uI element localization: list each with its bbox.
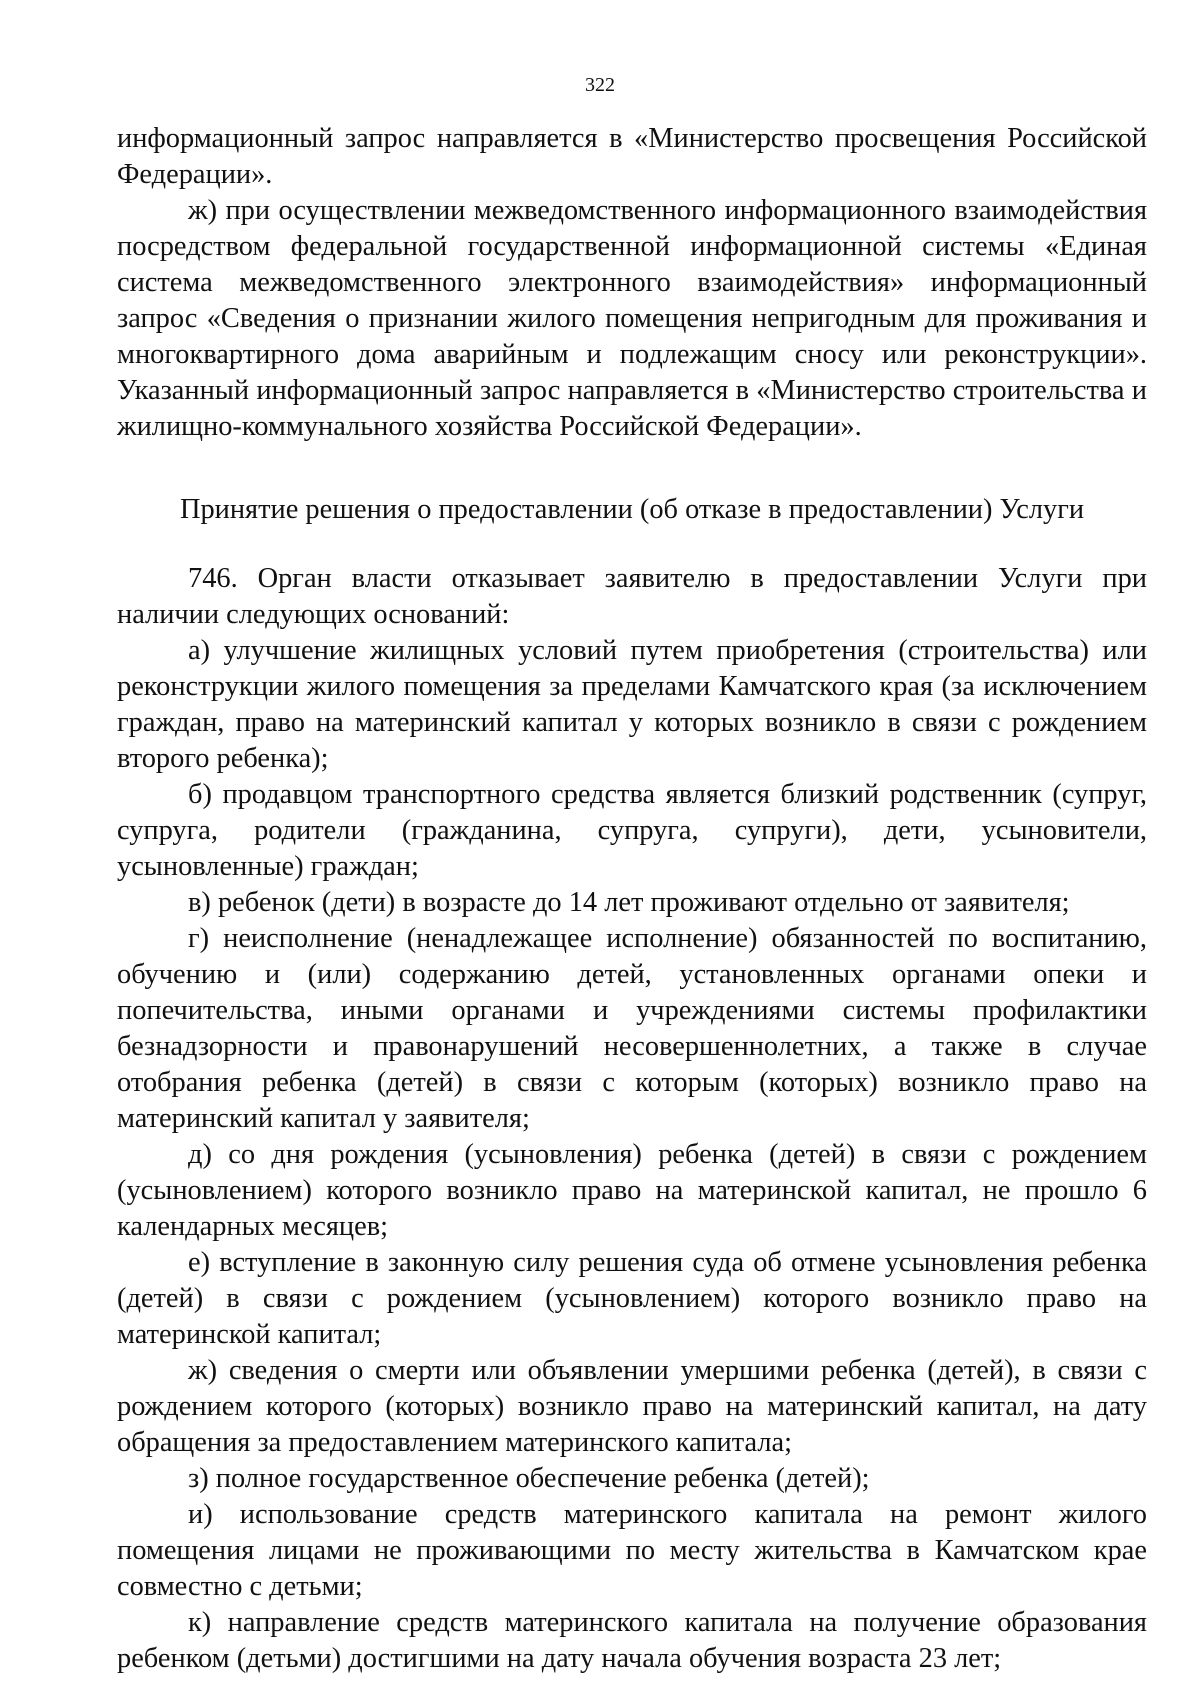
list-item-d: д) со дня рождения (усыновления) ребенка (детей) в связи с рождением (усыновлением) которого возникло право на материнской капитал, не прошло 6 календарных месяцев;	[117, 1139, 1147, 1242]
list-item-v: в) ребенок (дети) в возрасте до 14 лет проживают отдельно от заявителя;	[188, 887, 1070, 918]
list-item-k: к) направление средств материнского капитала на получение образования ребенком (детьми) достигшими на дату начала обучения возраста 23 лет;	[117, 1607, 1147, 1674]
paragraph-item-zh: ж) при осуществлении межведомственного информационного взаимодействия посредством федеральной государственной информационной системы «Единая система межведомственного электронного взаимодействия» информационный запрос «Сведения о признании жилого помещения непригодным для проживания и многоквартирного дома аварийным и подлежащим сносу или реконструкции». Указанный информационный запрос направляется в «Министерство строительства и жилищно-коммунального хозяйства Российской Федерации».	[117, 195, 1147, 442]
page-number: 322	[585, 74, 615, 96]
list-item-g: г) неисполнение (ненадлежащее исполнение) обязанностей по воспитанию, обучению и (или) содержанию детей, установленных органами опеки и попечительства, иными органами и учреждениями системы профилактики безнадзорности и правонарушений несовершеннолетних, а также в случае отобрания ребенка (детей) в связи с которым (которых) возникло право на материнский капитал у заявителя;	[117, 923, 1147, 1134]
list-item-b: б) продавцом транспортного средства является близкий родственник (супруг, супруга, родители (гражданина, супруга, супруги), дети, усыновители, усыновленные) граждан;	[117, 779, 1147, 882]
paragraph-746-intro: 746. Орган власти отказывает заявителю в предоставлении Услуги при наличии следующих оснований:	[117, 563, 1147, 630]
section-title: Принятие решения о предоставлении (об отказе в предоставлении) Услуги	[179, 494, 1085, 525]
list-item-i: и) использование средств материнского капитала на ремонт жилого помещения лицами не проживающими по месту жительства в Камчатском крае совместно с детьми;	[117, 1499, 1147, 1602]
document-body	[117, 121, 1147, 1677]
list-item-z: з) полное государственное обеспечение ребенка (детей);	[188, 1463, 870, 1494]
list-item-a: а) улучшение жилищных условий путем приобретения (строительства) или реконструкции жилого помещения за пределами Камчатского края (за исключением граждан, право на материнский капитал у которых возникло в связи с рождением второго ребенка);	[117, 635, 1147, 774]
list-item-e: е) вступление в законную силу решения суда об отмене усыновления ребенка (детей) в связи с рождением (усыновлением) которого возникло право на материнской капитал;	[117, 1247, 1147, 1350]
paragraph-continuation: информационный запрос направляется в «Министерство просвещения Российской Федерации».	[117, 123, 1147, 190]
list-item-zh: ж) сведения о смерти или объявлении умершими ребенка (детей), в связи с рождением которого (которых) возникло право на материнский капитал, на дату обращения за предоставлением материнского капитала;	[117, 1355, 1147, 1458]
